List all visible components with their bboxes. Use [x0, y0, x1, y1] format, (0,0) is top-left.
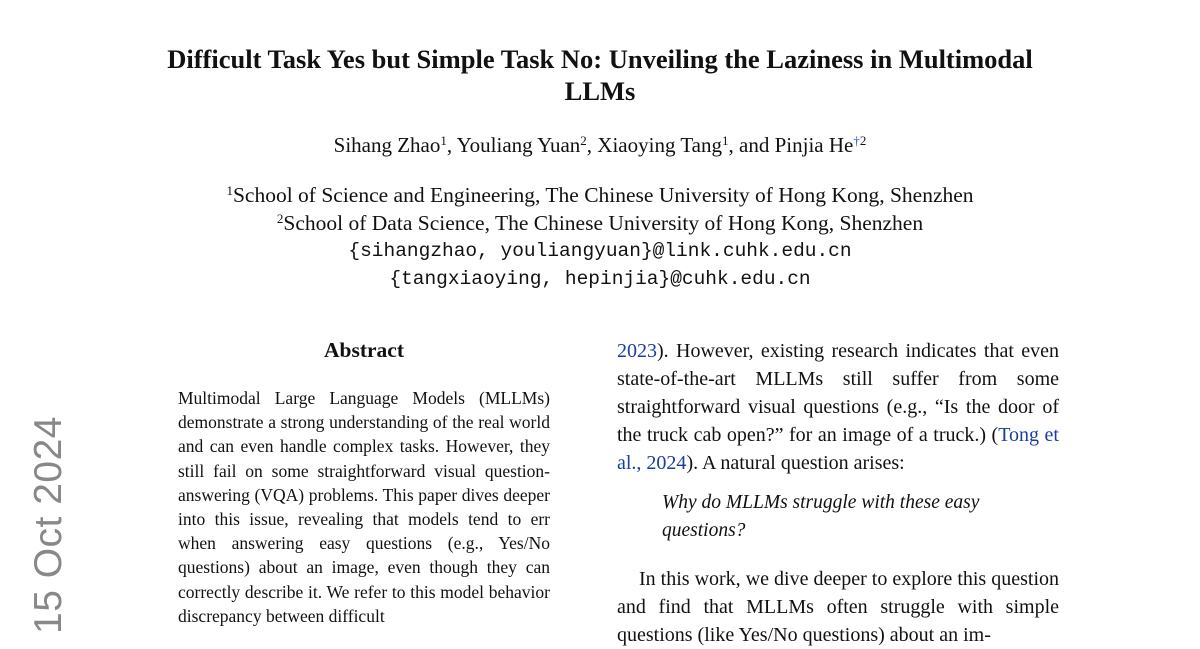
citation-link[interactable]: 2023 — [617, 340, 657, 362]
affiliation-text: School of Data Science, The Chinese University of Hong Kong, Shenzhen — [283, 211, 924, 235]
intro-column — [617, 337, 1059, 649]
intro-paragraph — [617, 337, 1059, 477]
author-list — [150, 131, 1050, 159]
author-separator: , — [586, 133, 598, 157]
author-affil-sup: 2 — [859, 133, 867, 148]
citation-link[interactable]: Tong et al., 2024 — [617, 424, 1059, 474]
affiliation-sup: 2 — [276, 211, 284, 226]
author-affil-sup: 2 — [580, 133, 587, 148]
author-name: Sihang Zhao — [333, 133, 441, 157]
author-name: Pinjia He — [774, 133, 854, 157]
affiliation-sup: 1 — [226, 183, 233, 198]
dagger-mark[interactable]: † — [853, 133, 860, 148]
paper-title: Difficult Task Yes but Simple Task No: Unveiling the Laziness in Multimodal LLMs — [167, 44, 1033, 106]
corresponding-author-sup — [853, 133, 866, 148]
author-affil-sup: 1 — [440, 133, 447, 148]
intro-text: ). However, existing research indicates that even state-of-the-art MLLMs still suffer from some straightforward visual questions (e.g., “Is the door of the truck cab open?” for an image of a truck.) ( — [617, 340, 1059, 446]
author-name: Xiaoying Tang — [597, 133, 723, 157]
research-question: Why do MLLMs struggle with these easy questions? — [662, 492, 980, 541]
arxiv-date-text: 15 Oct 2024 — [27, 416, 71, 634]
intro-paragraph: In this work, we dive deeper to explore this question and find that MLLMs often struggle with simple questions (like Yes/No questions) about an im- — [617, 568, 1059, 646]
affiliations — [100, 181, 1100, 293]
email-line: {sihangzhao, youliangyuan}@link.cuhk.edu.cn — [348, 240, 852, 262]
abstract-heading: Abstract — [323, 338, 404, 362]
author-affil-sup: 1 — [722, 133, 729, 148]
intro-text: ). A natural question arises: — [686, 452, 905, 474]
abstract-text: Multimodal Large Language Models (MLLMs) demonstrate a strong understanding of the real world and can even handle complex tasks. However, they still fail on some straightforward visual question-answering (VQA) problems. This paper dives deeper into this issue, revealing that models tend to err when answering easy questions (e.g., Yes/No questions) about an image, even though they can correctly describe it. We refer to this model behavior discrepancy between difficult — [178, 388, 550, 626]
affiliation-line — [100, 209, 1100, 237]
arxiv-date-stamp — [24, 416, 74, 634]
author-name: Youliang Yuan — [456, 133, 581, 157]
affiliation-line — [100, 181, 1100, 209]
author-separator: , — [446, 133, 457, 157]
author-separator: , and — [728, 133, 775, 157]
affiliation-text: School of Science and Engineering, The Chinese University of Hong Kong, Shenzhen — [232, 183, 974, 207]
email-line: {tangxiaoying, hepinjia}@cuhk.edu.cn — [389, 268, 811, 290]
